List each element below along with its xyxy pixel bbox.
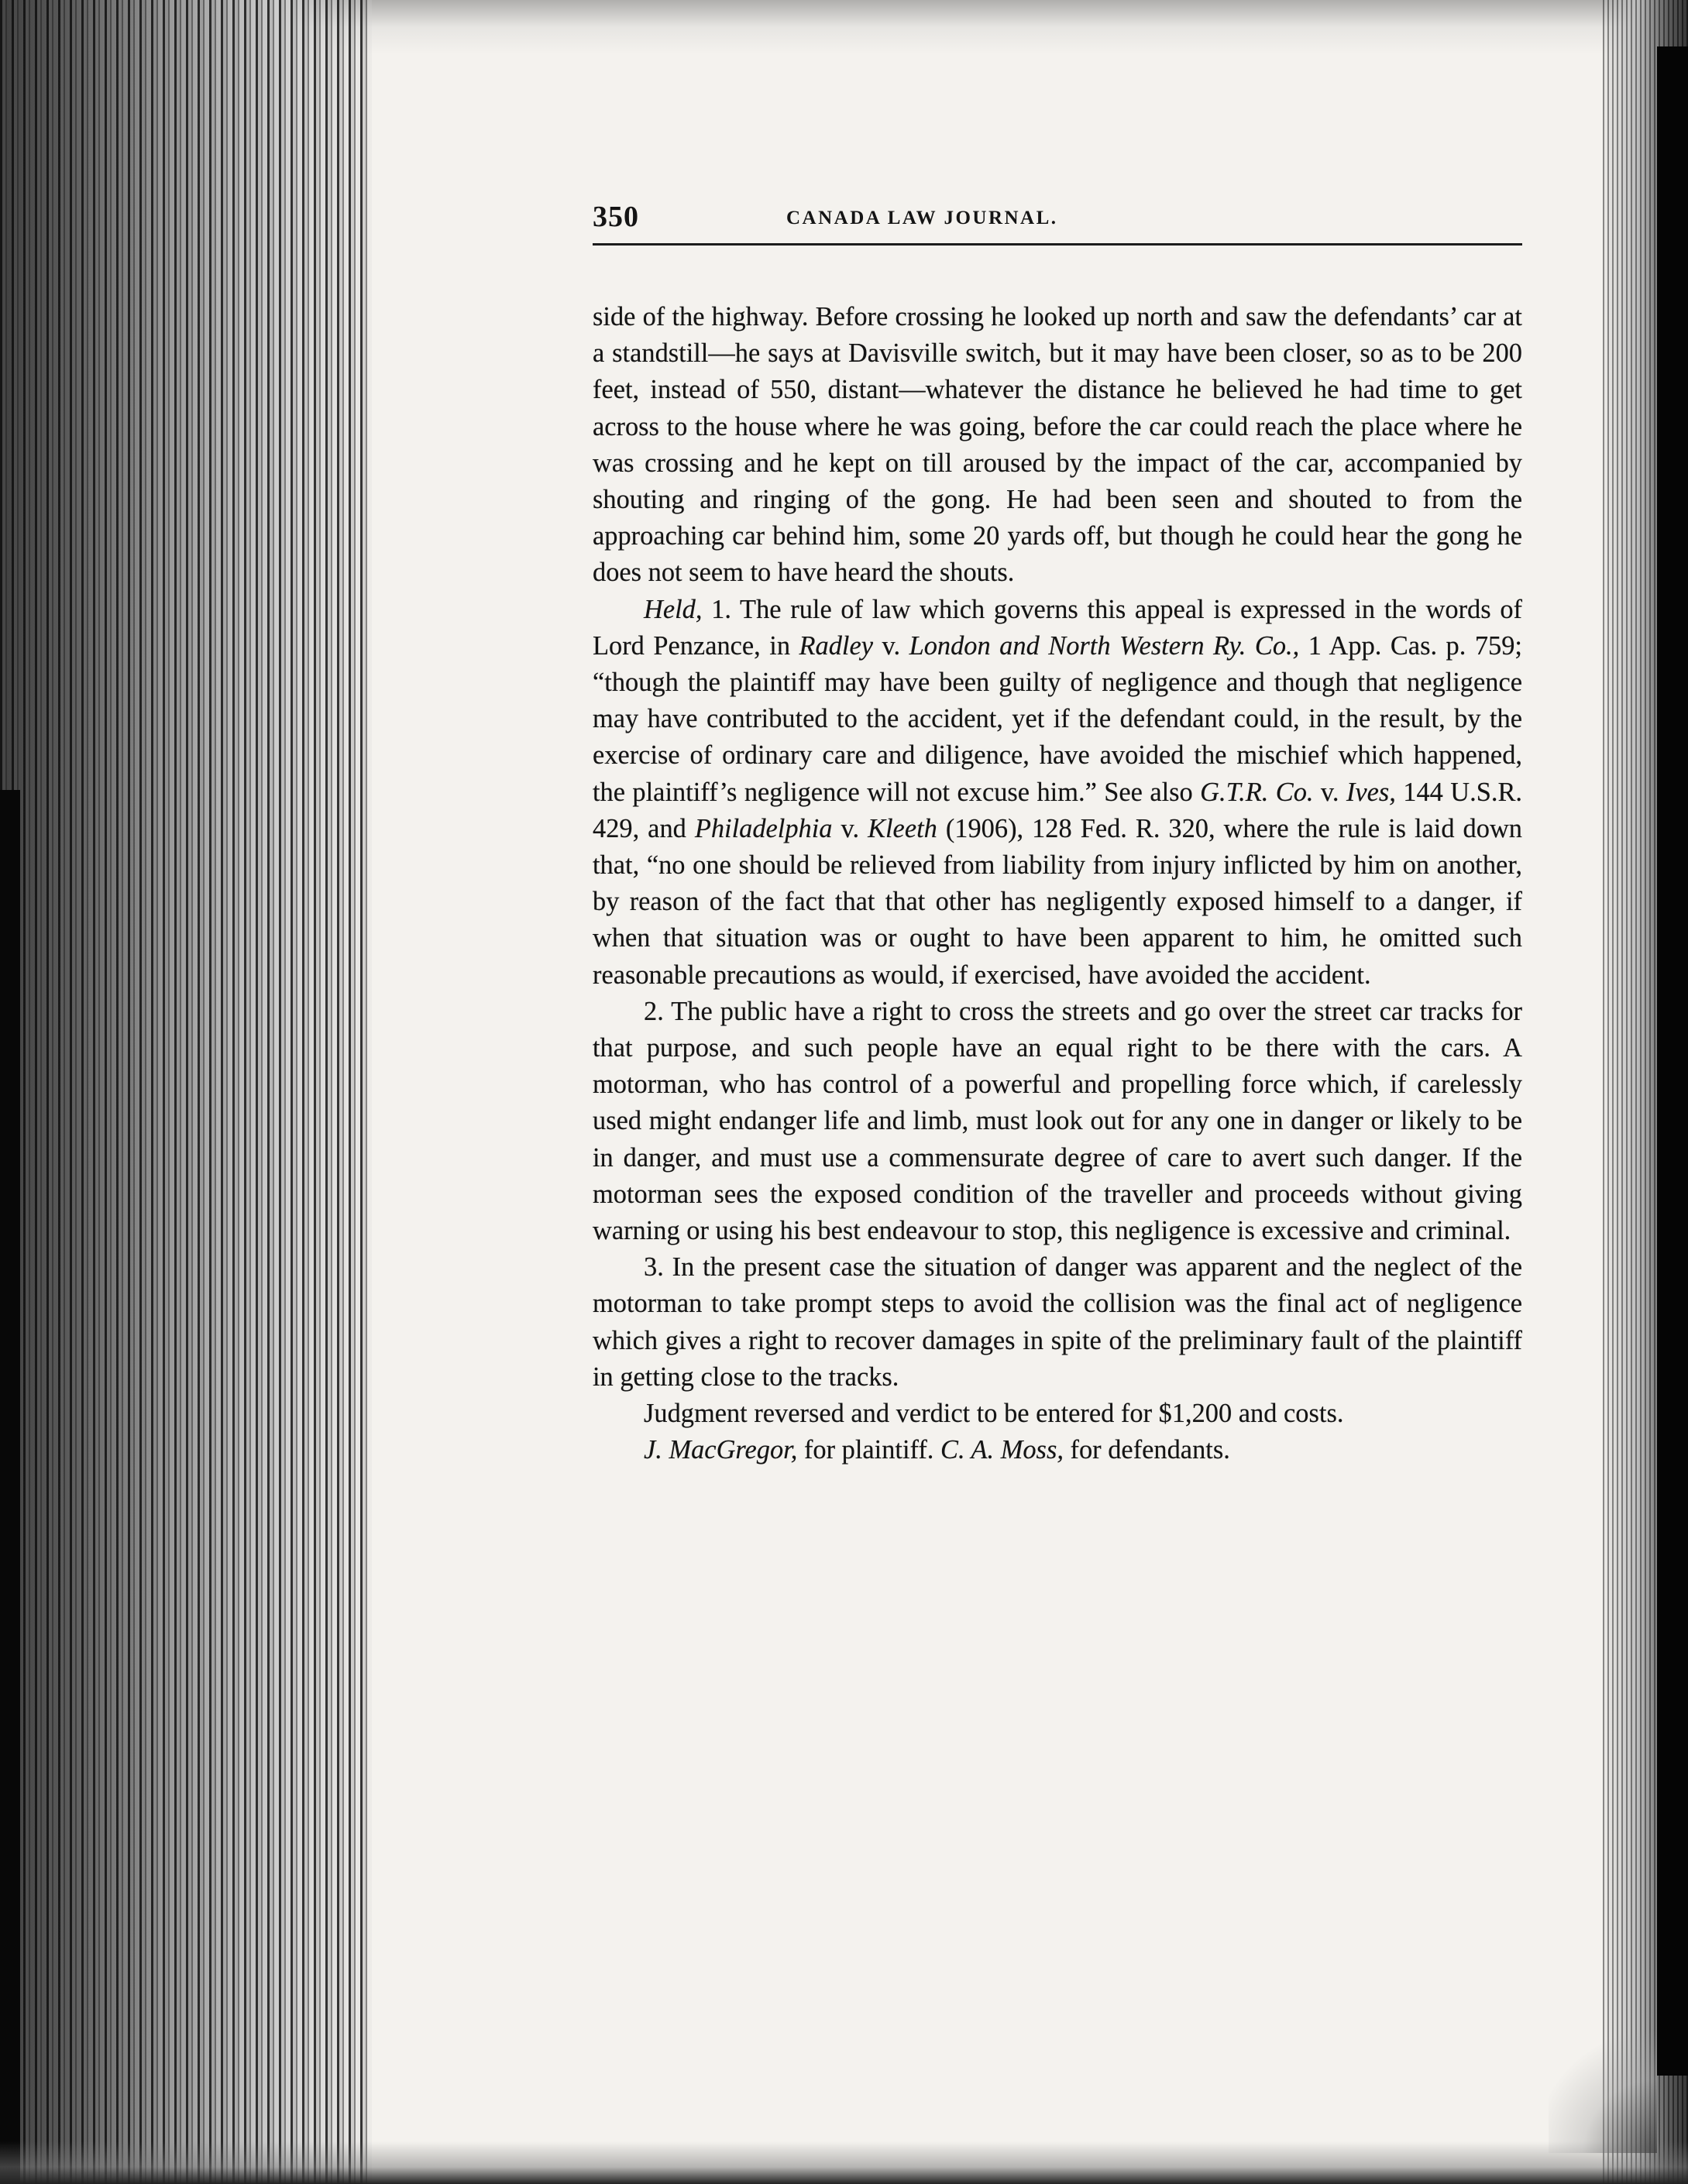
versus-1: v. xyxy=(873,630,909,661)
paragraph-point-3: 3. In the present case the situation of danger was apparent and the neglect of the motorman to take prompt steps to avoid the collision was the final act of negligence which gives a right to recover damages in spite of the preliminary fault of the plaintiff in getting close to the tracks. xyxy=(593,1252,1522,1392)
page-number: 350 xyxy=(593,201,639,233)
paragraph-facts: side of the highway. Before crossing he looked up north and saw the defendants’ car at a standstill—he says at Davisville switch, but it may have been closer, so as to be 200 feet, instead of 550, distant—whatever the distance he believed he had time to get across to the house where he was going, before the car could reach the place where he was crossing and he kept on till aroused by the impact of the car, accompanied by shouting and ringing of the gong. He had been seen and shouted to from the approaching car behind him, some 20 yards off, but though he could hear the gong he does not seem to have heard the shouts. xyxy=(593,302,1522,588)
held-text-1: 1. The rule of law which governs this appeal is expressed in the words of Lord Penzance, in xyxy=(593,594,1522,661)
counsel-plaintiff-role: for plaintiff. xyxy=(797,1435,940,1465)
running-head xyxy=(593,194,1522,239)
scan-left-edge xyxy=(0,0,372,2184)
held-text-2: 1 App. Cas. p. 759; “though the plaintiff may have been guilty of negligence and though that negligence may have contributed to the accident, yet if the defendant could, in the result, by the exercise of ordinary care and diligence, have avoided the mischief which happened, the plaintiff’s negligence will not excuse him.” See also xyxy=(593,630,1522,807)
paragraph-counsel xyxy=(593,1432,1522,1468)
case-gtr: G.T.R. Co. xyxy=(1200,777,1314,807)
scan-right-border xyxy=(1657,46,1688,2076)
journal-title: CANADA LAW JOURNAL. xyxy=(786,208,1058,228)
case-philadelphia: Philadelphia xyxy=(694,813,833,843)
case-radley: Radley xyxy=(799,630,874,661)
header-rule xyxy=(593,243,1522,246)
counsel-plaintiff-name: J. MacGregor, xyxy=(644,1435,798,1465)
counsel-defendants-name: C. A. Moss, xyxy=(940,1435,1064,1465)
case-ives: Ives, xyxy=(1346,777,1396,807)
versus-2: v. xyxy=(1313,777,1346,807)
versus-3: v. xyxy=(832,813,868,843)
paragraph-point-2: 2. The public have a right to cross the streets and go over the street car tracks for that purpose, and such people have an equal right to be there with the cars. A motorman, who has control of a powerful and propelling force which, if carelessly used might endanger life and limb, must look out for any one in danger or likely to be in danger, and must use a commensurate degree of care to avert such danger. If the motorman sees the exposed condition of the traveller and proceeds without giving warning or using his best endeavour to stop, this negligence is excessive and criminal. xyxy=(593,996,1522,1246)
case-kleeth: Kleeth xyxy=(868,813,937,843)
paragraph-judgment: Judgment reversed and verdict to be entered for $1,200 and costs. xyxy=(644,1399,1344,1429)
paragraph-held xyxy=(593,592,1522,994)
scan-bottom-edge xyxy=(0,2141,1688,2184)
held-text-3: 144 U.S.R. 429, and xyxy=(593,777,1522,843)
held-label: Held, xyxy=(644,594,703,624)
scan-left-binding-shadow xyxy=(0,790,20,2184)
body-text xyxy=(593,299,1522,1469)
scan-corner-smudge xyxy=(1549,2029,1657,2153)
held-text-4: (1906), 128 Fed. R. 320, where the rule is laid down that, “no one should be relieved from liability from injury inflicted by him on another, by reason of the fact that that other has negligently exposed himself to a danger, if when that situation was or ought to have been apparent to him, he omitted such reasonable precautions as would, if exercised, have avoided the accident. xyxy=(593,813,1522,990)
case-london-north-western: London and North Western Ry. Co., xyxy=(909,630,1300,661)
journal-page xyxy=(593,194,1522,1465)
counsel-defendants-role: for defendants. xyxy=(1063,1435,1230,1465)
